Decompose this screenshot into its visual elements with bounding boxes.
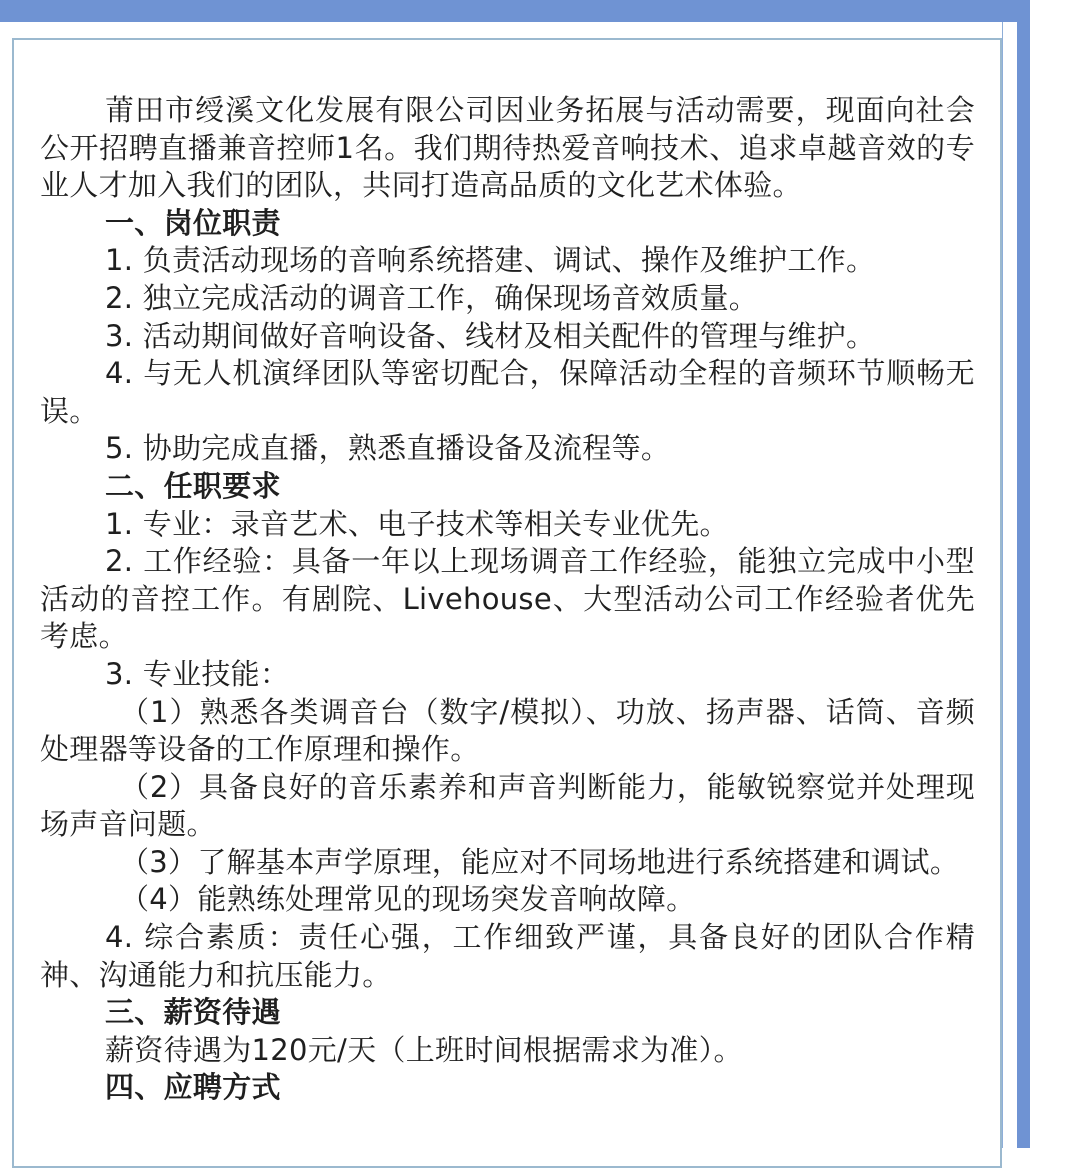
job-posting-body: [40, 92, 975, 1107]
requirement-item: 3. 专业技能：: [105, 656, 290, 691]
top-border: [0, 0, 1030, 22]
salary-text: 薪资待遇为120元/天（上班时间根据需求为准）。: [105, 1032, 743, 1067]
right-border-inner: [1002, 22, 1017, 1148]
section-heading-apply: 四、应聘方式: [105, 1070, 281, 1105]
requirement-item: 2. 工作经验：具备一年以上现场调音工作经验，能独立完成中小型活动的音控工作。有剧院、Livehouse、大型活动公司工作经验者优先考虑。: [40, 544, 975, 654]
skill-item: （1）熟悉各类调音台（数字/模拟）、功放、扬声器、话筒、音频处理器等设备的工作原理和操作。: [40, 694, 975, 767]
intro-paragraph: 莆田市绶溪文化发展有限公司因业务拓展与活动需要，现面向社会公开招聘直播兼音控师1名。我们期待热爱音响技术、追求卓越音效的专业人才加入我们的团队，共同打造高品质的文化艺术体验。: [40, 93, 975, 203]
requirement-item: 1. 专业：录音艺术、电子技术等相关专业优先。: [105, 506, 729, 541]
duty-item: 4. 与无人机演绎团队等密切配合，保障活动全程的音频环节顺畅无误。: [40, 356, 975, 428]
section-heading-salary: 三、薪资待遇: [105, 995, 281, 1030]
requirement-item: 4. 综合素质：责任心强，工作细致严谨，具备良好的团队合作精神、沟通能力和抗压能力。: [40, 920, 975, 992]
section-heading-requirements: 二、任职要求: [105, 468, 281, 503]
duty-item: 5. 协助完成直播，熟悉直播设备及流程等。: [105, 431, 671, 466]
duty-item: 2. 独立完成活动的调音工作，确保现场音效质量。: [105, 280, 759, 315]
skill-item: （2）具备良好的音乐素养和声音判断能力，能敏锐察觉并处理现场声音问题。: [40, 769, 975, 842]
skill-item: （3）了解基本声学原理，能应对不同场地进行系统搭建和调试。: [120, 844, 960, 879]
right-border: [1016, 0, 1030, 1148]
skill-item: （4）能熟练处理常见的现场突发音响故障。: [120, 882, 696, 917]
section-heading-duties: 一、岗位职责: [105, 205, 281, 240]
duty-item: 3. 活动期间做好音响设备、线材及相关配件的管理与维护。: [105, 318, 876, 353]
duty-item: 1. 负责活动现场的音响系统搭建、调试、操作及维护工作。: [105, 243, 876, 278]
